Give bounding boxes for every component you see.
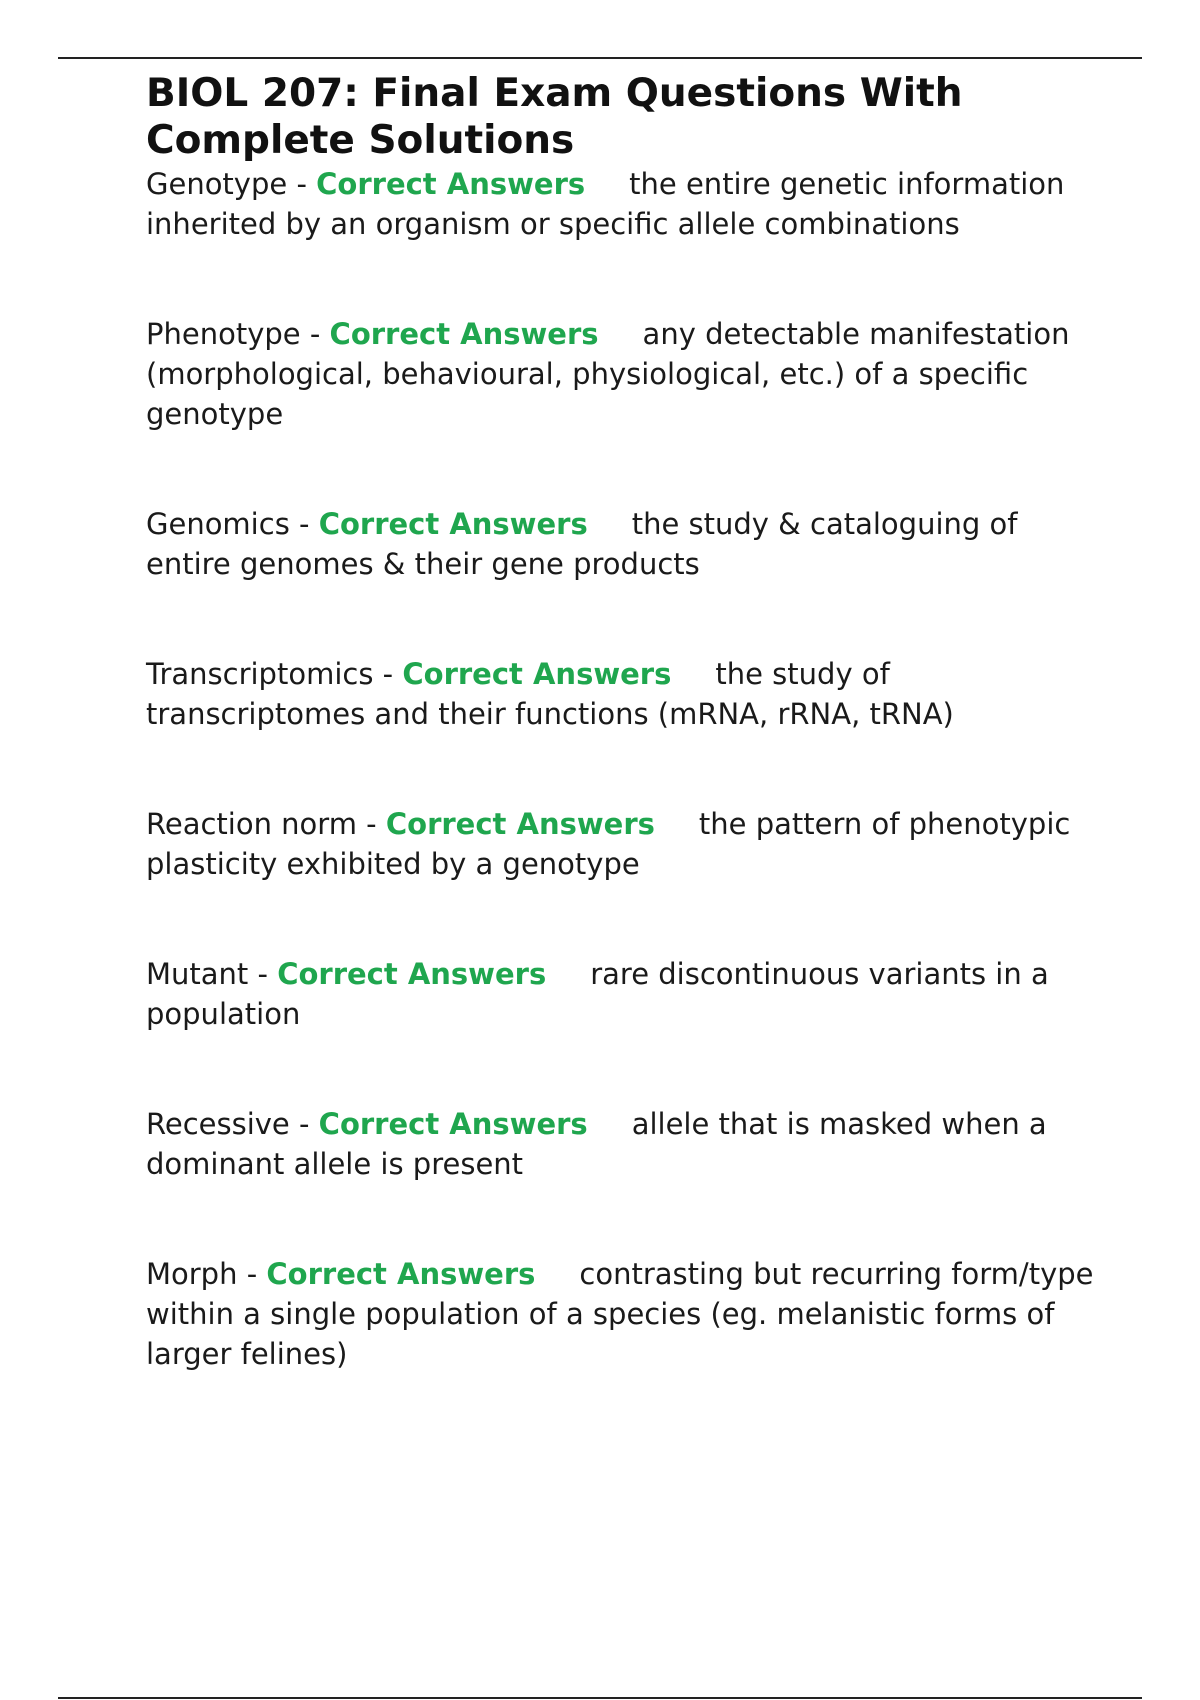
correct-answers-label: Correct Answers bbox=[402, 657, 672, 691]
qa-separator: - bbox=[356, 807, 386, 841]
qa-separator: - bbox=[237, 1257, 267, 1291]
qa-definition: allele that is masked when a dominant allele is present bbox=[146, 1107, 1047, 1181]
correct-answers-label: Correct Answers bbox=[277, 957, 547, 991]
document-title: BIOL 207: Final Exam Questions With Complete Solutions bbox=[146, 71, 963, 163]
correct-answers-label: Correct Answers bbox=[266, 1257, 536, 1291]
correct-answers-label: Correct Answers bbox=[316, 167, 586, 201]
qa-entry-transcriptomics bbox=[146, 654, 1106, 734]
qa-separator: - bbox=[248, 957, 278, 991]
correct-answers-label: Correct Answers bbox=[329, 317, 599, 351]
qa-separator: - bbox=[289, 1107, 319, 1141]
qa-entry-phenotype bbox=[146, 314, 1106, 434]
qa-definition: the study of transcriptomes and their functions (mRNA, rRNA, tRNA) bbox=[146, 657, 954, 731]
bottom-divider bbox=[58, 1697, 1142, 1699]
qa-term: Transcriptomics bbox=[146, 657, 374, 691]
qa-definition: the study & cataloguing of entire genomes & their gene products bbox=[146, 507, 1018, 581]
qa-separator: - bbox=[373, 657, 403, 691]
qa-term: Genomics bbox=[146, 507, 290, 541]
correct-answers-label: Correct Answers bbox=[318, 507, 588, 541]
qa-separator: - bbox=[287, 167, 317, 201]
qa-term: Morph bbox=[146, 1257, 238, 1291]
qa-entry-reaction-norm bbox=[146, 804, 1106, 884]
qa-entry-morph bbox=[146, 1254, 1106, 1374]
qa-definition: the pattern of phenotypic plasticity exhibited by a genotype bbox=[146, 807, 1071, 881]
qa-term: Recessive bbox=[146, 1107, 290, 1141]
qa-definition: contrasting but recurring form/type within a single population of a species (eg. melanistic forms of larger felines) bbox=[146, 1257, 1094, 1371]
qa-entry-genomics bbox=[146, 504, 1106, 584]
qa-entry-recessive bbox=[146, 1104, 1106, 1184]
qa-list bbox=[146, 164, 1106, 1374]
top-divider bbox=[58, 57, 1142, 59]
correct-answers-label: Correct Answers bbox=[318, 1107, 588, 1141]
qa-separator: - bbox=[289, 507, 319, 541]
qa-term: Mutant bbox=[146, 957, 249, 991]
qa-term: Phenotype bbox=[146, 317, 301, 351]
qa-definition: rare discontinuous variants in a population bbox=[146, 957, 1049, 1031]
qa-definition: the entire genetic information inherited by an organism or specific allele combinations bbox=[146, 167, 1065, 241]
document-body bbox=[146, 70, 1106, 1444]
qa-separator: - bbox=[300, 317, 330, 351]
qa-entry-mutant bbox=[146, 954, 1106, 1034]
correct-answers-label: Correct Answers bbox=[385, 807, 655, 841]
qa-entry-genotype bbox=[146, 164, 1106, 244]
qa-term: Genotype bbox=[146, 167, 288, 201]
qa-term: Reaction norm bbox=[146, 807, 357, 841]
qa-definition: any detectable manifestation (morphological, behavioural, physiological, etc.) of a specific genotype bbox=[146, 317, 1070, 431]
